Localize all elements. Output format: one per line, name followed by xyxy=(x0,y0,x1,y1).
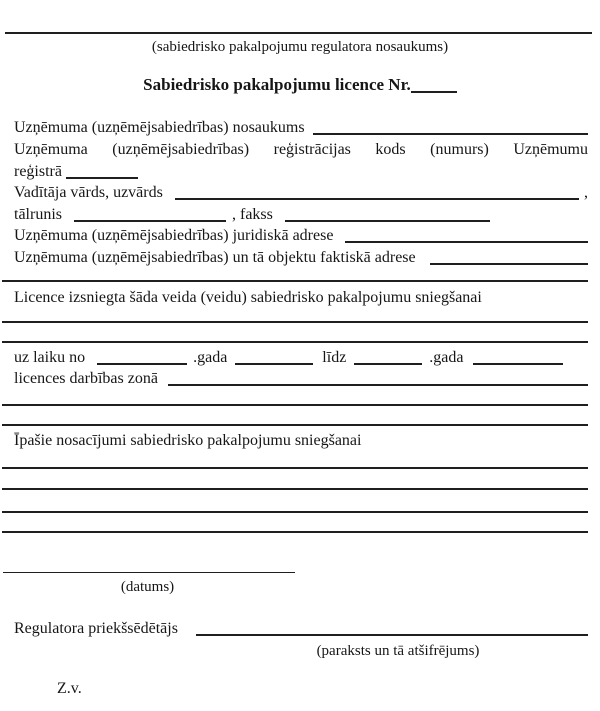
form-title: Sabiedrisko pakalpojumu licence Nr. xyxy=(143,75,411,94)
phone-blank[interactable] xyxy=(74,220,226,222)
registration-code-label: Uzņēmuma (uzņēmējsabiedrības) reģistrācijas kods (numurs) Uzņēmumu xyxy=(14,141,588,158)
zone-row xyxy=(14,368,588,390)
zone-blank[interactable] xyxy=(168,384,588,386)
signature-line[interactable] xyxy=(196,634,588,636)
license-type-label: Licence izsniegta šāda veida (veidu) sabiedrisko pakalpojumu sniegšanai xyxy=(14,289,482,306)
year-label-1: .gada xyxy=(193,349,228,366)
actual-address-blank[interactable] xyxy=(430,263,588,265)
registry-row xyxy=(14,161,588,183)
license-type-line-1[interactable] xyxy=(2,321,588,323)
special-conditions-line-2[interactable] xyxy=(2,488,588,490)
manager-row xyxy=(14,182,588,204)
regulator-name-line[interactable] xyxy=(5,32,592,34)
form-title-row xyxy=(0,74,600,96)
fax-label: , fakss xyxy=(232,206,273,223)
period-from-label: uz laiku no xyxy=(14,349,86,366)
regulator-name-caption: (sabiedrisko pakalpojumu regulatora nosaukums) xyxy=(151,39,449,55)
chairman-label: Regulatora priekšsēdētājs xyxy=(14,620,178,637)
zone-line-2[interactable] xyxy=(2,404,588,406)
period-blank-2[interactable] xyxy=(235,363,313,365)
company-name-row xyxy=(14,117,588,139)
registry-label: reģistrā xyxy=(14,163,62,180)
license-number-blank[interactable] xyxy=(411,91,457,93)
registry-number-blank[interactable] xyxy=(66,177,138,179)
license-type-line-2[interactable] xyxy=(2,341,588,343)
year-label-2: .gada xyxy=(429,349,464,366)
special-conditions-line-4[interactable] xyxy=(2,531,588,533)
actual-address-label: Uzņēmuma (uzņēmējsabiedrības) un tā objektu faktiskā adrese xyxy=(14,249,416,266)
seal-label: Z.v. xyxy=(57,680,82,697)
chairman-row xyxy=(14,618,588,640)
period-blank-1[interactable] xyxy=(97,363,187,365)
date-line[interactable] xyxy=(3,572,295,573)
period-blank-4[interactable] xyxy=(473,363,563,365)
special-conditions-line-3[interactable] xyxy=(2,511,588,513)
date-caption: (datums) xyxy=(120,579,175,595)
manager-label: Vadītāja vārds, uzvārds xyxy=(14,184,163,201)
fax-blank[interactable] xyxy=(285,220,490,222)
legal-address-label: Uzņēmuma (uzņēmējsabiedrības) juridiskā adrese xyxy=(14,227,334,244)
phone-fax-row xyxy=(14,204,588,226)
zone-label: licences darbības zonā xyxy=(14,370,158,387)
signature-caption: (paraksts un tā atšifrējums) xyxy=(316,643,480,659)
company-name-label: Uzņēmuma (uzņēmējsabiedrības) nosaukums xyxy=(14,119,305,136)
legal-address-blank[interactable] xyxy=(345,241,588,243)
horizontal-rule xyxy=(2,424,588,426)
manager-name-blank[interactable] xyxy=(175,198,579,200)
special-conditions-line-1[interactable] xyxy=(2,467,588,469)
special-conditions-label: Īpašie nosacījumi sabiedrisko pakalpojumu sniegšanai xyxy=(14,432,362,449)
until-label: līdz xyxy=(322,349,347,366)
manager-trailing-comma: , xyxy=(584,184,588,201)
horizontal-rule xyxy=(2,280,588,282)
legal-address-row xyxy=(14,225,588,247)
period-row xyxy=(14,347,588,369)
actual-address-row xyxy=(14,247,588,269)
phone-label: tālrunis xyxy=(14,206,62,223)
period-blank-3[interactable] xyxy=(354,363,422,365)
company-name-blank[interactable] xyxy=(313,133,588,135)
